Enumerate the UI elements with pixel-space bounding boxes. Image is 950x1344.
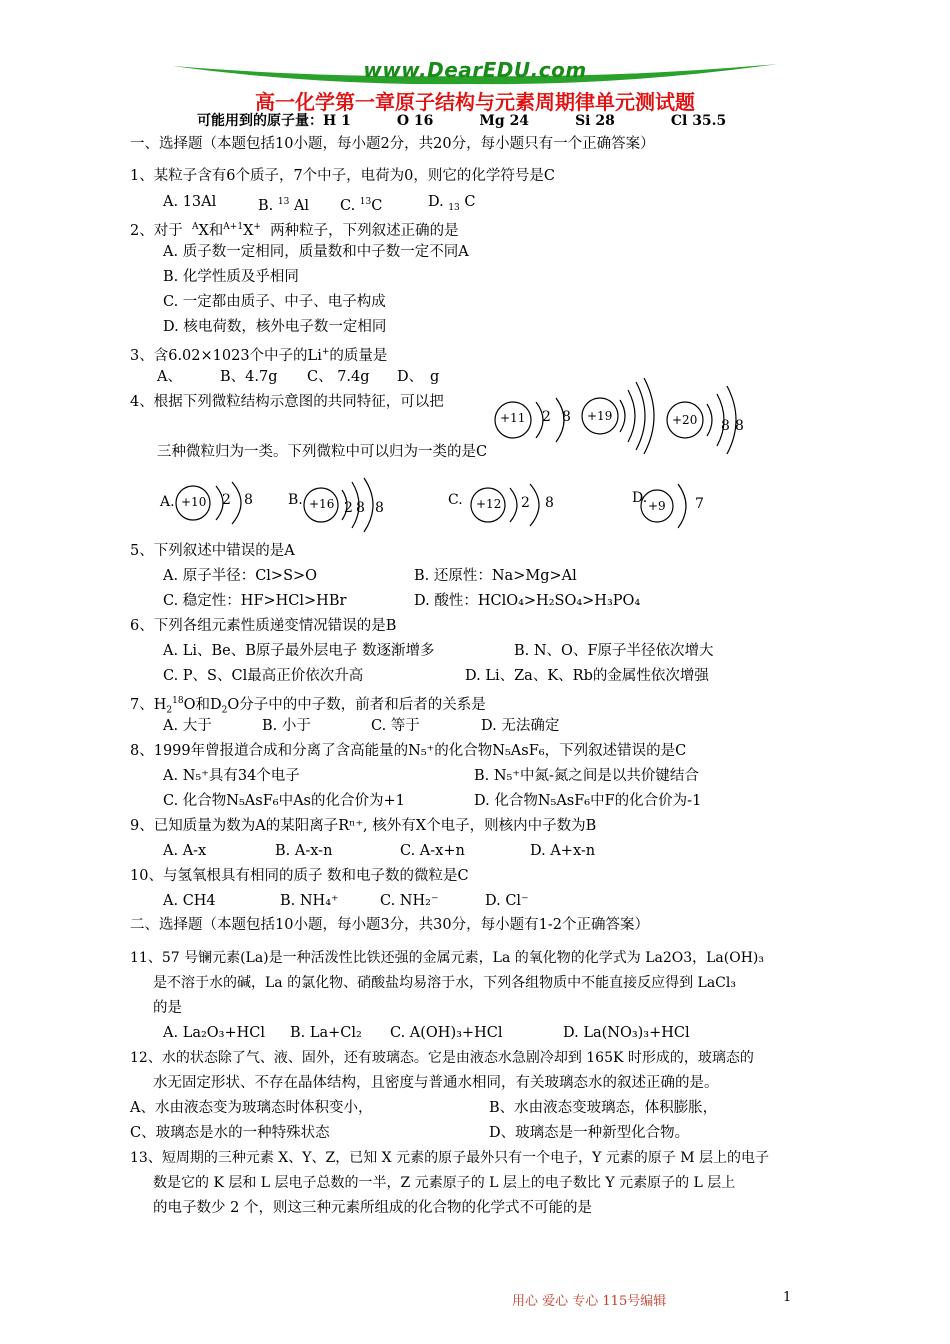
mass-h: H 1	[323, 113, 351, 129]
q4-option-a	[160, 478, 270, 528]
shell-label: 2	[521, 495, 530, 511]
q3-option-b: B、4.7g	[220, 369, 278, 385]
q6-option-a: A. Li、Be、B原子最外层电子 数逐渐增多	[163, 643, 435, 659]
q6-stem: 6、下列各组元素性质递变情况错误的是B	[130, 618, 397, 634]
q9-option-b: B. A-x-n	[275, 843, 333, 859]
q4-option-d	[632, 476, 722, 531]
nucleus-label: +12	[476, 497, 502, 511]
mass-cl: Cl 35.5	[670, 113, 727, 129]
mass-o: O 16	[396, 113, 434, 129]
q2-option-c: C. 一定都由质子、中子、电子构成	[163, 294, 386, 310]
q10-option-d: D. Cl⁻	[485, 893, 529, 909]
q12-option-d: D、玻璃态是一种新型化合物。	[489, 1125, 690, 1141]
page-title: 高一化学第一章原子结构与元素周期律单元测试题	[255, 90, 695, 114]
site-url[interactable]: www.DearEDU.com	[363, 58, 587, 82]
q7-stem: 7、$H_2^{18}O$和$D_2O$分子中的中子数，前者和后者的关系是	[130, 696, 486, 716]
option-label: A.	[160, 494, 175, 510]
q3-option-a: A、	[157, 369, 182, 385]
shell-label: 8	[375, 500, 384, 516]
q11-line-2: 是不溶于水的碱，La 的氯化物、硝酸盐均易溶于水，下列各组物质中不能直接反应得到 LaCl₃	[153, 975, 736, 991]
q13-line-1: 13、短周期的三种元素 X、Y、Z，已知 X 元素的原子最外只有一个电子，Y 元素的原子 M 层上的电子	[130, 1150, 769, 1166]
shell-label: 7	[695, 496, 704, 512]
q5-option-a: A. 原子半径：Cl>S>O	[163, 568, 318, 584]
q4-option-b	[288, 476, 398, 536]
q2-option-d: D. 核电荷数，核外电子数一定相同	[163, 319, 387, 335]
footer-text: 用心 爱心 专心 115号编辑	[512, 1294, 667, 1309]
q11-option-c: C. A(OH)₃+HCl	[390, 1025, 503, 1041]
q8-option-c: C. 化合物N₅AsF₆中As的化合价为+1	[163, 793, 405, 809]
mass-si: Si 28	[575, 113, 615, 129]
q2-option-a: A. 质子数一定相同，质量数和中子数一定不同A	[163, 244, 469, 260]
q2-stem: 2、对于 $^A$X和$^{A+1}$X+ 两种粒子，下列叙述正确的是	[130, 222, 459, 239]
shell-label: 2	[542, 409, 551, 425]
shell-label: 2	[344, 500, 353, 516]
q10-option-a: A. CH4	[163, 893, 216, 909]
q1-stem: 1、某粒子含有6个质子，7个中子，电荷为0，则它的化学符号是C	[130, 168, 555, 184]
q5-option-c: C. 稳定性：HF>HCl>HBr	[163, 593, 347, 609]
shell-label: 8	[721, 418, 730, 434]
q11-line-3: 的是	[153, 1000, 182, 1016]
atom-diagram-given-3	[665, 378, 750, 458]
nucleus-label: +19	[587, 409, 613, 423]
nucleus-label: +10	[181, 495, 207, 509]
option-label: B.	[288, 492, 303, 508]
q11-line-1: 11、57 号镧元素(La)是一种活泼性比铁还强的金属元素，La 的氧化物的化学式为 La2O3，La(OH)₃	[130, 950, 764, 966]
q12-line-2: 水无固定形状、不存在晶体结构，且密度与普通水相同，有关玻璃态水的叙述正确的是。	[153, 1075, 719, 1091]
q9-stem: 9、已知质量为数为A的某阳离子Rⁿ⁺, 核外有X个电子，则核内中子数为B	[130, 818, 597, 834]
nucleus-label: +20	[672, 413, 698, 427]
q9-option-c: C. A-x+n	[400, 843, 465, 859]
atomic-masses	[197, 110, 726, 130]
q1-option-b: B. $^{13}$ Al	[258, 197, 310, 214]
atom-diagram-given-1	[490, 390, 590, 450]
q4-stem-1: 4、根据下列微粒结构示意图的共同特征，可以把	[130, 394, 444, 410]
nucleus-label: +9	[648, 499, 666, 513]
q10-option-b: B. NH₄⁺	[280, 893, 339, 909]
q5-option-b: B. 还原性：Na>Mg>Al	[414, 568, 577, 584]
q4-option-c	[448, 478, 568, 528]
q7-option-b: B. 小于	[262, 718, 311, 734]
q1-option-a: A. 13Al	[163, 194, 217, 210]
shell-label: 8	[356, 500, 365, 516]
q10-stem: 10、与氢氧根具有相同的质子 数和电子数的微粒是C	[130, 868, 469, 884]
q3-option-c: C、 7.4g	[307, 369, 370, 385]
q11-option-d: D. La(NO₃)₃+HCl	[563, 1025, 690, 1041]
q13-line-2: 数是它的 K 层和 L 层电子总数的一半，Z 元素原子的 L 层上的电子数比 Y 元素原子的 L 层上	[153, 1175, 736, 1191]
q7-option-a: A. 大于	[163, 718, 212, 734]
q12-line-1: 12、水的状态除了气、液、固外，还有玻璃态。它是由液态水急剧冷却到 165K 时形成的，玻璃态的	[130, 1050, 754, 1066]
option-label: C.	[448, 492, 463, 508]
mass-mg: Mg 24	[479, 113, 530, 129]
q4-stem-2: 三种微粒归为一类。下列微粒中可以归为一类的是C	[157, 444, 488, 460]
q8-option-a: A. N₅⁺具有34个电子	[163, 768, 300, 784]
section-1-heading: 一、选择题（本题包括10小题，每小题2分，共20分，每小题只有一个正确答案）	[130, 136, 655, 152]
q10-option-c: C. NH₂⁻	[380, 893, 439, 909]
q3-option-d: D、	[397, 369, 424, 385]
q7-option-c: C. 等于	[371, 718, 420, 734]
q12-option-c: C、玻璃态是水的一种特殊状态	[130, 1125, 330, 1141]
shell-label: 8	[735, 418, 744, 434]
q11-option-a: A. La₂O₃+HCl	[163, 1025, 266, 1041]
q7-option-d: D. 无法确定	[481, 718, 560, 734]
q6-option-c: C. P、S、Cl最高正价依次升高	[163, 668, 364, 684]
q1-option-c: C. $^{13}$C	[340, 197, 383, 214]
q1-option-d: D. $_{13}$ C	[428, 194, 476, 213]
q6-option-b: B. N、O、F原子半径依次增大	[514, 643, 714, 659]
q2-option-b: B. 化学性质及乎相同	[163, 269, 299, 285]
q9-option-a: A. A-x	[163, 843, 207, 859]
q8-option-d: D. 化合物N₅AsF₆中F的化合价为-1	[474, 793, 702, 809]
page-number: 1	[783, 1290, 792, 1305]
q8-option-b: B. N₅⁺中氮-氮之间是以共价键结合	[474, 768, 699, 784]
atom-diagram-given-2	[578, 376, 658, 456]
section-2-heading: 二、选择题（本题包括10小题，每小题3分，共30分，每小题有1-2个正确答案）	[130, 917, 649, 933]
nucleus-label: +16	[309, 497, 335, 511]
q8-stem: 8、1999年曾报道合成和分离了含高能量的N₅⁺的化合物N₅AsF₆，下列叙述错误的是C	[130, 743, 687, 759]
q9-option-d: D. A+x-n	[530, 843, 596, 859]
option-label: D.	[632, 490, 648, 506]
q5-option-d: D. 酸性：HClO₄>H₂SO₄>H₃PO₄	[414, 593, 641, 609]
q5-stem: 5、下列叙述中错误的是A	[130, 543, 295, 559]
q12-option-b: B、水由液态变玻璃态，体积膨胀，	[489, 1100, 718, 1116]
shell-label: 8	[244, 492, 253, 508]
shell-label: 8	[562, 409, 571, 425]
q3-stem: 3、含6.02×1023个中子的Li+的质量是	[130, 347, 388, 364]
q11-option-b: B. La+Cl₂	[290, 1025, 362, 1041]
shell-label: 2	[222, 492, 231, 508]
atomic-mass-label: 可能用到的原子量：	[197, 113, 323, 129]
q3-option-d-unit: g	[430, 369, 440, 385]
q12-option-a: A、水由液态变为玻璃态时体积变小，	[130, 1100, 373, 1116]
nucleus-label: +11	[500, 411, 526, 425]
q6-option-d: D. Li、Za、K、Rb的金属性依次增强	[465, 668, 709, 684]
shell-label: 8	[545, 495, 554, 511]
q13-line-3: 的电子数少 2 个，则这三种元素所组成的化合物的化学式不可能的是	[153, 1200, 592, 1216]
site-logo	[170, 56, 780, 90]
